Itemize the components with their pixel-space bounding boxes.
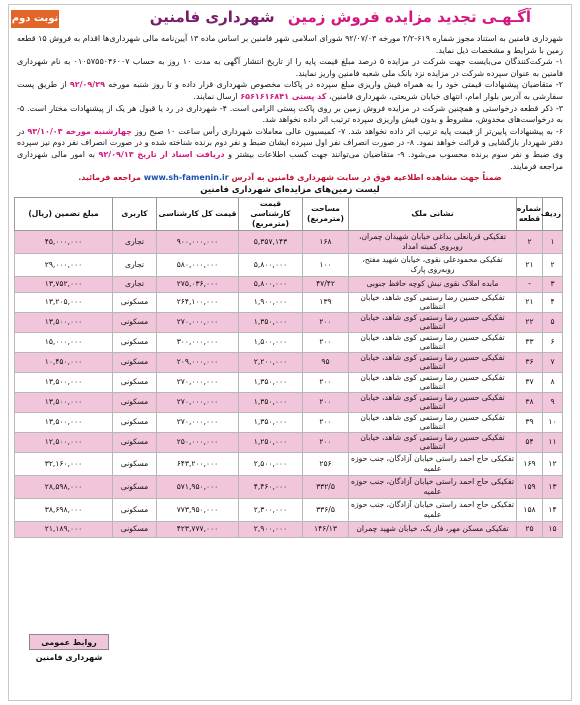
- cell-unit-price: ۲,۹۰۰,۰۰۰: [239, 521, 303, 537]
- table-row: [15, 352, 563, 372]
- cell-row: ۱: [543, 230, 563, 253]
- cell-address: تفکیکی حسین رضا رستمی کوی شاهد، خیابان انتظامی: [349, 292, 517, 312]
- cell-address: تفکیکی قربانعلی بداغی خیابان شهیدان چمران، روبروی کمیته امداد: [349, 230, 517, 253]
- cell-deposit: ۳۲,۱۶۰,۰۰۰: [15, 452, 113, 475]
- cell-deposit: ۱۳,۵۰۰,۰۰۰: [15, 412, 113, 432]
- cell-address: تفکیکی حسین رضا رستمی کوی شاهد، خیابان انتظامی: [349, 312, 517, 332]
- cell-address: مابده املاک نقوی نبش کوچه حافظ جنوبی: [349, 276, 517, 292]
- cell-plot: ۱۵۹: [517, 475, 543, 498]
- cell-address: تفکیکی حاج احمد راستی خیابان آزادگان، جنب حوزه علمیه: [349, 475, 517, 498]
- table-row: [15, 452, 563, 475]
- ad-title-text: آگـهـی تجدید مزایده فروش زمین: [287, 8, 531, 26]
- cell-use: تجاری: [113, 230, 157, 253]
- item2-text-c: ارسال نمایند.: [193, 91, 238, 101]
- header-unit-price: قیمت کارشناسی (مترمربع): [239, 197, 303, 230]
- table-row: [15, 412, 563, 432]
- cell-use: مسکونی: [113, 312, 157, 332]
- table-header-row: [15, 197, 563, 230]
- cell-row: ۱۱: [543, 432, 563, 452]
- cell-use: مسکونی: [113, 475, 157, 498]
- table-body: [15, 230, 563, 537]
- cell-plot: ۲: [517, 230, 543, 253]
- cell-unit-price: ۱,۳۵۰,۰۰۰: [239, 372, 303, 392]
- cell-use: مسکونی: [113, 372, 157, 392]
- cell-unit-price: ۱,۳۵۰,۰۰۰: [239, 392, 303, 412]
- ad-title: [150, 8, 531, 26]
- website-note-a: ضمناً جهت مشاهده اطلاعیه فوق در سایت شهرداری فامنین به آدرس: [231, 173, 502, 183]
- cell-address: تفکیکی حسین رضا رستمی کوی شاهد، خیابان انتظامی: [349, 332, 517, 352]
- cell-deposit: ۴۵,۰۰۰,۰۰۰: [15, 230, 113, 253]
- website-url[interactable]: www.sh-famenin.ir: [143, 173, 229, 183]
- cell-address: تفکیکی حسین رضا رستمی کوی شاهد، خیابان انتظامی: [349, 372, 517, 392]
- cell-area: ۴۷/۴۲: [303, 276, 349, 292]
- cell-total-price: ۹۰۰,۰۰۰,۰۰۰: [157, 230, 239, 253]
- cell-area: ۲۰۰: [303, 412, 349, 432]
- cell-row: ۲: [543, 253, 563, 276]
- table-row: [15, 498, 563, 521]
- cell-deposit: ۲۸,۵۹۸,۰۰۰: [15, 475, 113, 498]
- cell-unit-price: ۲,۲۰۰,۰۰۰: [239, 352, 303, 372]
- cell-total-price: ۷۷۳,۹۵۰,۰۰۰: [157, 498, 239, 521]
- item6-docs-date: دریافت اسناد از تاریخ ۹۲/۰۹/۱۳: [98, 149, 225, 159]
- cell-deposit: ۱۳,۲۰۵,۰۰۰: [15, 292, 113, 312]
- cell-plot: ۲۲: [517, 312, 543, 332]
- item6-paragraph: [17, 126, 563, 172]
- cell-address: تفکیکی محمودعلی نقوی، خیابان شهید مفتح، روبه‌روی پارک: [349, 253, 517, 276]
- item1-text-b: ۰۱۰۵۷۵۵۰۴۶۰۰۷ به نام شهرداری فامنین به عنوان سپرده شرکت در مزایده نزد بانک ملی شعبه فامنین واریز نمایند.: [17, 57, 563, 78]
- cell-use: تجاری: [113, 276, 157, 292]
- table-row: [15, 521, 563, 537]
- cell-use: مسکونی: [113, 452, 157, 475]
- cell-row: ۱۳: [543, 475, 563, 498]
- cell-plot: ۲۱: [517, 253, 543, 276]
- item3-paragraph: ۳- ذکر قطعه درخواستی و همچنین شرکت در مزایده فروش زمین بر روی پاکت پستی الزامی است. ۴- شهرداری در رد یا قبول هر یک از پیشنهادات مختار است. ۵- به درخواست‌های مخدوش، مشروط و بدون فیش واریزی سپرده ترتیب اثر داده نخواهد شد.: [17, 103, 563, 125]
- cell-unit-price: ۱,۵۰۰,۰۰۰: [239, 332, 303, 352]
- item6-date: چهارشنبه مورخه ۹۳/۱۰/۰۳: [27, 126, 132, 136]
- cell-row: ۳: [543, 276, 563, 292]
- cell-use: مسکونی: [113, 432, 157, 452]
- cell-row: ۸: [543, 372, 563, 392]
- cell-plot: ۱۵۸: [517, 498, 543, 521]
- cell-total-price: ۵۷۱,۹۵۰,۰۰۰: [157, 475, 239, 498]
- cell-address: تفکیکی مسکن مهر، فاز یک، خیابان شهید چمران: [349, 521, 517, 537]
- cell-use: مسکونی: [113, 498, 157, 521]
- header-row: ردیف: [543, 197, 563, 230]
- header-area: مساحت (مترمربع): [303, 197, 349, 230]
- cell-deposit: ۲۹,۰۰۰,۰۰۰: [15, 253, 113, 276]
- cell-area: ۱۶۸: [303, 230, 349, 253]
- cell-address: تفکیکی حسین رضا رستمی کوی شاهد، خیابان انتظامی: [349, 412, 517, 432]
- cell-area: ۳۳۶/۵: [303, 498, 349, 521]
- cell-unit-price: ۱,۲۵۰,۰۰۰: [239, 432, 303, 452]
- cell-deposit: ۱۰,۴۵۰,۰۰۰: [15, 352, 113, 372]
- cell-deposit: ۱۳,۵۰۰,۰۰۰: [15, 392, 113, 412]
- cell-row: ۷: [543, 352, 563, 372]
- table-caption: لیست زمین‌های مزایده‌ای شهرداری فامنین: [200, 184, 380, 195]
- item6-text-b: در دفتر شهردار بازگشایی و قرائت خواهد نمود. ۸- در صورت انصراف نفر اول سپرده ایشان ضبط و نفر دوم برنده شناخته شده و در صورت انصراف نفر دوم نیز سپرده وی ضبط و نفر سوم برنده محسوب می‌شود. ۹- متقاضیان می‌توانند جهت کسب اطلاعات بیشتر و: [17, 126, 564, 159]
- item6-text-c: به امور مالی شهرداری مراجعه فرمایند.: [17, 149, 563, 171]
- header-total-price: قیمت کل کارشناسی: [157, 197, 239, 230]
- table-row: [15, 230, 563, 253]
- table-row: [15, 475, 563, 498]
- cell-plot: ۳۶: [517, 352, 543, 372]
- cell-use: تجاری: [113, 253, 157, 276]
- cell-deposit: ۱۵,۰۰۰,۰۰۰: [15, 332, 113, 352]
- land-table: [14, 197, 563, 538]
- intro-paragraph: شهرداری فامنین به استناد مجوز شماره ۶۱۹-۲/۲ مورخه ۹۲/۰۷/۰۳ شورای اسلامی شهر فامنین بر اساس ماده ۱۳ آیین‌نامه مالی شهرداری‌ها اقدام به فروش ۱۵ قطعه زمین با شرایط و مشخصات ذیل نماید.: [17, 34, 564, 55]
- cell-address: تفکیکی حسین رضا رستمی کوی شاهد، خیابان انتظامی: [349, 432, 517, 452]
- cell-unit-price: ۴,۴۶۰,۰۰۰: [239, 475, 303, 498]
- cell-total-price: ۲۵۰,۰۰۰,۰۰۰: [157, 432, 239, 452]
- ad-body: [9, 31, 571, 184]
- cell-unit-price: ۵,۳۵۷,۱۴۳: [239, 230, 303, 253]
- cell-area: ۲۵۶: [303, 452, 349, 475]
- header-use: کاربری: [113, 197, 157, 230]
- municipality-name: شهرداری فامنین: [149, 8, 275, 26]
- cell-address: تفکیکی حاج احمد راستی خیابان آزادگان، جنب حوزه علمیه: [349, 452, 517, 475]
- cell-address: تفکیکی حسین رضا رستمی کوی شاهد، خیابان انتظامی: [349, 352, 517, 372]
- cell-total-price: ۲۷۰,۰۰۰,۰۰۰: [157, 392, 239, 412]
- cell-address: تفکیکی حسین رضا رستمی کوی شاهد، خیابان انتظامی: [349, 392, 517, 412]
- cell-area: ۹۵: [303, 352, 349, 372]
- cell-unit-price: ۵,۸۰۰,۰۰۰: [239, 253, 303, 276]
- cell-area: ۲۰۰: [303, 312, 349, 332]
- advertisement-sheet: [8, 4, 572, 701]
- cell-plot: ۳۸: [517, 392, 543, 412]
- item2-paragraph: [17, 79, 563, 102]
- cell-deposit: ۳۸,۶۹۸,۰۰۰: [15, 498, 113, 521]
- cell-deposit: ۱۳,۵۰۰,۰۰۰: [15, 312, 113, 332]
- cell-total-price: ۶۴۳,۲۰۰,۰۰۰: [157, 452, 239, 475]
- ad-header: [9, 5, 571, 31]
- cell-area: ۱۳۹: [303, 292, 349, 312]
- cell-deposit: ۱۳,۵۰۰,۰۰۰: [15, 372, 113, 392]
- table-row: [15, 372, 563, 392]
- cell-row: ۶: [543, 332, 563, 352]
- cell-use: مسکونی: [113, 392, 157, 412]
- cell-deposit: ۱۲,۵۰۰,۰۰۰: [15, 432, 113, 452]
- cell-use: مسکونی: [113, 292, 157, 312]
- cell-area: ۲۰۰: [303, 332, 349, 352]
- footer-label: روابط عمومی شهرداری فامنین: [29, 634, 109, 650]
- cell-use: مسکونی: [113, 332, 157, 352]
- cell-area: ۲۰۰: [303, 432, 349, 452]
- cell-plot: ۲۵: [517, 521, 543, 537]
- cell-address: تفکیکی حاج احمد راستی خیابان آزادگان، جنب حوزه علمیه: [349, 498, 517, 521]
- cell-unit-price: ۲,۳۰۰,۰۰۰: [239, 498, 303, 521]
- cell-row: ۴: [543, 292, 563, 312]
- cell-use: مسکونی: [113, 412, 157, 432]
- cell-total-price: ۵۸۰,۰۰۰,۰۰۰: [157, 253, 239, 276]
- item1-paragraph: [17, 56, 563, 79]
- cell-plot: ۵۴: [517, 432, 543, 452]
- cell-plot: ۳۹: [517, 412, 543, 432]
- cell-plot: -: [517, 276, 543, 292]
- table-row: [15, 276, 563, 292]
- cell-deposit: ۲۱,۱۸۹,۰۰۰: [15, 521, 113, 537]
- cell-row: ۵: [543, 312, 563, 332]
- item1-text-a: ۱- شرکت‌کنندگان می‌بایست جهت شرکت در مزایده ۵ درصد مبلغ قیمت پایه را از تاریخ انتشار آگهی به مدت ۱۰ روز به حساب: [132, 57, 563, 67]
- cell-plot: ۱۶۹: [517, 452, 543, 475]
- cell-total-price: ۴۲۳,۷۷۷,۰۰۰: [157, 521, 239, 537]
- website-note-b: مراجعه فرمائید.: [78, 173, 141, 183]
- table-row: [15, 392, 563, 412]
- table-row: [15, 332, 563, 352]
- cell-total-price: ۳۰۰,۰۰۰,۰۰۰: [157, 332, 239, 352]
- cell-row: ۱۰: [543, 412, 563, 432]
- item2-text-a: ۲- متقاضیان پیشنهادات قیمتی خود را به همراه فیش واریزی مبلغ سپرده در پاکات مخصوص شهرداری قرار داده و تا روز شنبه مورخه: [108, 80, 563, 90]
- cell-plot: ۲۱: [517, 292, 543, 312]
- header-address: نشانی ملک: [349, 197, 517, 230]
- table-row: [15, 292, 563, 312]
- cell-unit-price: ۲,۵۰۰,۰۰۰: [239, 452, 303, 475]
- cell-area: ۱۴۶/۱۳: [303, 521, 349, 537]
- cell-total-price: ۲۷۰,۰۰۰,۰۰۰: [157, 412, 239, 432]
- item2-text-b: از طریق پست سفارشی به آدرس بلوار امام، انتهای خیابان شریعتی، شهرداری فامنین،: [17, 80, 563, 101]
- cell-area: ۲۰۰: [303, 392, 349, 412]
- cell-unit-price: ۱,۹۰۰,۰۰۰: [239, 292, 303, 312]
- table-row: [15, 312, 563, 332]
- cell-total-price: ۲۷۵,۰۳۶,۰۰۰: [157, 276, 239, 292]
- cell-area: ۲۰۰: [303, 372, 349, 392]
- cell-plot: ۳۷: [517, 372, 543, 392]
- cell-area: ۱۰۰: [303, 253, 349, 276]
- cell-deposit: ۱۳,۷۵۲,۰۰۰: [15, 276, 113, 292]
- cell-row: ۱۵: [543, 521, 563, 537]
- cell-use: مسکونی: [113, 521, 157, 537]
- cell-total-price: ۲۷۰,۰۰۰,۰۰۰: [157, 312, 239, 332]
- header-deposit: مبلغ تضمین (ریال): [15, 197, 113, 230]
- item2-postal-code: کد پستی ۶۵۶۱۶۱۶۸۴۱: [240, 91, 327, 101]
- header-plot: شماره قطعه: [517, 197, 543, 230]
- table-row: [15, 253, 563, 276]
- item2-date: ۹۲/۰۹/۲۹: [69, 80, 105, 90]
- cell-plot: ۳۳: [517, 332, 543, 352]
- website-note: [17, 172, 563, 184]
- cell-total-price: ۲۷۰,۰۰۰,۰۰۰: [157, 372, 239, 392]
- cell-row: ۱۲: [543, 452, 563, 475]
- cell-row: ۹: [543, 392, 563, 412]
- cell-use: مسکونی: [113, 352, 157, 372]
- cell-area: ۳۳۲/۵: [303, 475, 349, 498]
- round-badge: نوبت دوم: [11, 10, 59, 28]
- table-row: [15, 432, 563, 452]
- cell-unit-price: ۱,۳۵۰,۰۰۰: [239, 412, 303, 432]
- cell-unit-price: ۱,۳۵۰,۰۰۰: [239, 312, 303, 332]
- item6-text-a: ۶- به پیشنهادات پایین‌تر از قیمت پایه ترتیب اثر داده نخواهد شد. ۷- کمیسیون عالی معاملات شهرداری رأس ساعت ۱۰ صبح روز: [134, 126, 564, 136]
- cell-unit-price: ۵,۸۰۰,۰۰۰: [239, 276, 303, 292]
- cell-total-price: ۲۶۴,۱۰۰,۰۰۰: [157, 292, 239, 312]
- cell-total-price: ۲۰۹,۰۰۰,۰۰۰: [157, 352, 239, 372]
- cell-row: ۱۴: [543, 498, 563, 521]
